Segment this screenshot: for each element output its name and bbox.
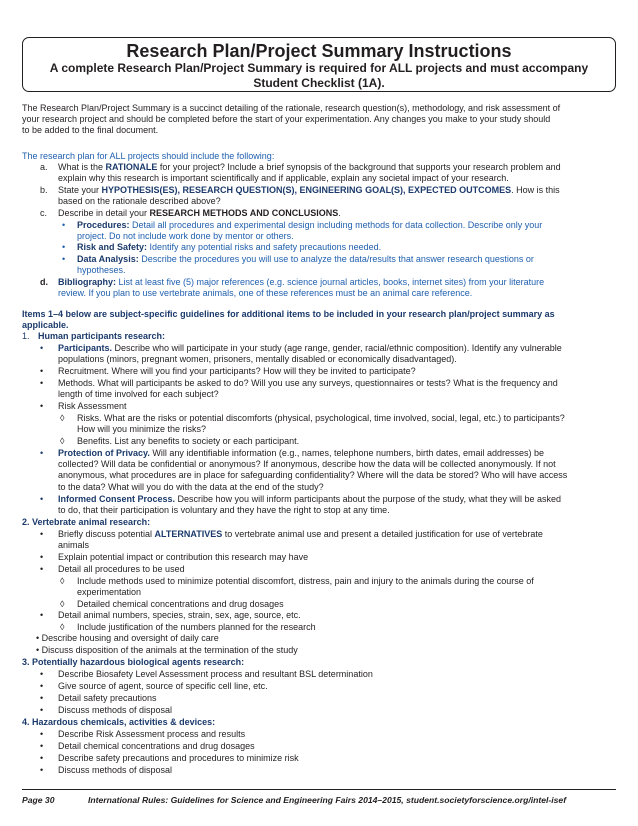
- intro-line: your research project and should be completed before the start of your experimentation. Any changes you make to your study should: [22, 114, 551, 125]
- list-item: Detail chemical concentrations and drug dosages: [58, 741, 255, 751]
- text: for your project? Include a brief synopsis of the background that supports your research problem and: [157, 162, 561, 172]
- animal-numbers-item: Detail animal numbers, species, strain, sex, age, source, etc.: [58, 610, 301, 620]
- bullet: •: [40, 366, 44, 376]
- bullet: •: [40, 741, 44, 751]
- participants-label: Participants.: [58, 343, 113, 353]
- plan-heading: The research plan for ALL projects should include the following:: [22, 151, 275, 161]
- bullet: •: [40, 343, 44, 353]
- bullet: •: [40, 705, 44, 715]
- plan-item-c: [58, 208, 618, 219]
- footer-page-number: Page 30: [22, 795, 55, 805]
- rationale-keyword: RATIONALE: [105, 162, 158, 172]
- benefits-item: Benefits. List any benefits to society or each participant.: [77, 436, 300, 446]
- participants-item: [58, 343, 623, 365]
- bullet: •: [40, 681, 44, 691]
- diamond-bullet: ◊: [60, 599, 65, 609]
- section-heading-hazardous: 4. Hazardous chemicals, activities & devices:: [22, 717, 216, 727]
- bullet: •: [40, 401, 44, 411]
- page-subtitle-line-1: A complete Research Plan/Project Summary is required for ALL projects and must accompany: [49, 61, 589, 75]
- bullet: •: [40, 448, 44, 458]
- text: Describe in detail your: [58, 208, 150, 218]
- procedures-label: Procedures:: [77, 220, 130, 230]
- text: applicable.: [22, 320, 69, 331]
- list-marker-c: c.: [40, 208, 48, 218]
- list-marker-b: b.: [40, 185, 48, 195]
- text: What is the: [58, 162, 106, 172]
- bullet: •: [40, 669, 44, 679]
- text: hypotheses.: [77, 265, 126, 276]
- diamond-bullet: ◊: [60, 413, 65, 423]
- section-heading-human: Human participants research:: [38, 331, 166, 341]
- bullet: •: [62, 254, 66, 264]
- plan-item-a: [58, 162, 618, 184]
- detailed-chemicals-item: Detailed chemical concentrations and drug dosages: [77, 599, 284, 609]
- diamond-bullet: ◊: [60, 576, 65, 586]
- page-subtitle-line-2: Student Checklist (1A).: [253, 76, 385, 90]
- items-heading: [22, 309, 622, 331]
- bullet: •: [40, 765, 44, 775]
- hypothesis-keyword: HYPOTHESIS(ES), RESEARCH QUESTION(S), ENGINEERING GOAL(S), EXPECTED OUTCOMES: [101, 185, 512, 195]
- recruitment-item: Recruitment. Where will you find your participants? How will they be invited to participate?: [58, 366, 416, 376]
- text: State your: [58, 185, 102, 195]
- text: Describe who will participate in your study (age range, gender, racial/ethnic composition). Identify any vulnerable: [112, 343, 562, 353]
- plan-item-b: [58, 185, 618, 207]
- bullet: •: [40, 494, 44, 504]
- detail-procedures-item: Detail all procedures to be used: [58, 564, 185, 574]
- text: Will any identifiable information (e.g., names, telephone numbers, birth dates, email addresses) be: [149, 448, 545, 458]
- bullet: •: [62, 242, 66, 252]
- list-item: Detail safety precautions: [58, 693, 157, 703]
- risk-assessment-item: Risk Assessment: [58, 401, 127, 411]
- text: based on the rationale described above?: [58, 196, 221, 207]
- bullet: •: [40, 529, 44, 539]
- consent-item: [58, 494, 628, 516]
- text: Items 1–4 below are subject-specific guidelines for additional items to be included in your research plan/project summary as: [22, 309, 555, 319]
- text: Describe the procedures you will use to analyze the data/results that answer research questions or: [138, 254, 534, 264]
- page-title: Research Plan/Project Summary Instructions: [126, 41, 512, 61]
- list-item: Describe Biosafety Level Assessment process and resultant BSL determination: [58, 669, 373, 679]
- title-box: [22, 37, 616, 92]
- text: explain why this research is important scientifically and if applicable, explain any societal impact of your research.: [58, 173, 509, 184]
- risks-item: [77, 413, 625, 435]
- text: to the data? What will you do with the data at the end of the study?: [58, 481, 324, 492]
- text: collected? Will data be confidential or anonymous? If anonymous, describe how the data will be collected anonymously. If not: [58, 459, 556, 470]
- risk-safety-label: Risk and Safety:: [77, 242, 148, 252]
- text: List at least five (5) major references (e.g. science journal articles, books, internet sites) from your literature: [116, 277, 545, 287]
- list-item: Describe safety precautions and procedures to minimize risk: [58, 753, 299, 763]
- text: Briefly discuss potential: [58, 529, 155, 539]
- consent-label: Informed Consent Process.: [58, 494, 176, 504]
- text: anonymous, what procedures are in place for safeguarding confidentiality? Where will the data be stored? Who will have access: [58, 470, 568, 481]
- justification-item: Include justification of the numbers planned for the research: [77, 622, 316, 632]
- alternatives-item: [58, 529, 623, 551]
- housing-item: • Describe housing and oversight of daily care: [36, 633, 219, 643]
- list-item: Give source of agent, source of specific cell line, etc.: [58, 681, 268, 691]
- disposition-item: • Discuss disposition of the animals at the termination of the study: [36, 645, 298, 655]
- text: length of time involved for each subject?: [58, 389, 219, 400]
- privacy-item: [58, 448, 628, 493]
- text: project. Do not include work done by mentor or others.: [77, 231, 294, 242]
- data-analysis-label: Data Analysis:: [77, 254, 139, 264]
- text: Include methods used to minimize potential discomfort, distress, pain and injury to the animals during the course of: [77, 576, 534, 586]
- list-marker-d: d.: [40, 277, 48, 287]
- bullet: •: [40, 693, 44, 703]
- list-item: Discuss methods of disposal: [58, 705, 173, 715]
- list-item: Discuss methods of disposal: [58, 765, 173, 775]
- text: How will you minimize the risks?: [77, 424, 207, 435]
- intro-line: to be added to the final document.: [22, 125, 159, 136]
- section-heading-vertebrate: 2. Vertebrate animal research:: [22, 517, 151, 527]
- diamond-bullet: ◊: [60, 436, 65, 446]
- text: Detail all procedures and experimental design including methods for data collection. Describe only your: [129, 220, 543, 230]
- text: Identify any potential risks and safety precautions needed.: [147, 242, 382, 252]
- plan-item-d: [58, 277, 623, 299]
- methods-keyword: RESEARCH METHODS AND CONCLUSIONS: [149, 208, 339, 218]
- text: experimentation: [77, 587, 142, 598]
- text: . How is this: [511, 185, 560, 195]
- bullet: •: [40, 564, 44, 574]
- bullet: •: [40, 610, 44, 620]
- include-methods-item: [77, 576, 625, 598]
- list-item: Describe Risk Assessment process and results: [58, 729, 246, 739]
- data-analysis-item: [77, 254, 622, 276]
- footer-divider: [22, 789, 616, 790]
- privacy-label: Protection of Privacy.: [58, 448, 150, 458]
- bibliography-label: Bibliography:: [58, 277, 116, 287]
- methods-item: [58, 378, 623, 400]
- text: to do, that their participation is voluntary and they have the right to stop at any time.: [58, 505, 390, 516]
- risk-safety-item: [77, 242, 622, 253]
- bullet: •: [40, 552, 44, 562]
- bullet: •: [40, 378, 44, 388]
- section-heading-biological: 3. Potentially hazardous biological agents research:: [22, 657, 245, 667]
- text: animals: [58, 540, 90, 551]
- alternatives-keyword: ALTERNATIVES: [154, 529, 223, 539]
- diamond-bullet: ◊: [60, 622, 65, 632]
- section-number-1: 1.: [22, 331, 30, 341]
- bullet: •: [62, 220, 66, 230]
- text: .: [338, 208, 341, 218]
- list-marker-a: a.: [40, 162, 48, 172]
- text: populations (minors, pregnant women, prisoners, mentally disabled or economically disadvantaged).: [58, 354, 457, 365]
- text: to vertebrate animal use and present a detailed justification for use of vertebrate: [222, 529, 543, 539]
- footer-text: International Rules: Guidelines for Science and Engineering Fairs 2014–2015, student.societyforscience.org/intel-isef: [88, 795, 567, 805]
- text: review. If you plan to use vertebrate animals, one of these references must be an animal care reference.: [58, 288, 473, 299]
- procedures-item: [77, 220, 622, 242]
- bullet: •: [40, 753, 44, 763]
- impact-item: Explain potential impact or contribution this research may have: [58, 552, 309, 562]
- intro-paragraph: [22, 103, 622, 137]
- intro-line: The Research Plan/Project Summary is a succinct detailing of the rationale, research question(s), methodology, and risk assessment of: [22, 103, 561, 113]
- bullet: •: [40, 729, 44, 739]
- text: Methods. What will participants be asked to do? Will you use any surveys, questionnaires or tests? What is the frequency and: [58, 378, 558, 388]
- text: Risks. What are the risks or potential discomforts (physical, psychological, time involved, social, legal, etc.) to participants?: [77, 413, 565, 423]
- text: Describe how you will inform participants about the purpose of the study, what they will be asked: [175, 494, 562, 504]
